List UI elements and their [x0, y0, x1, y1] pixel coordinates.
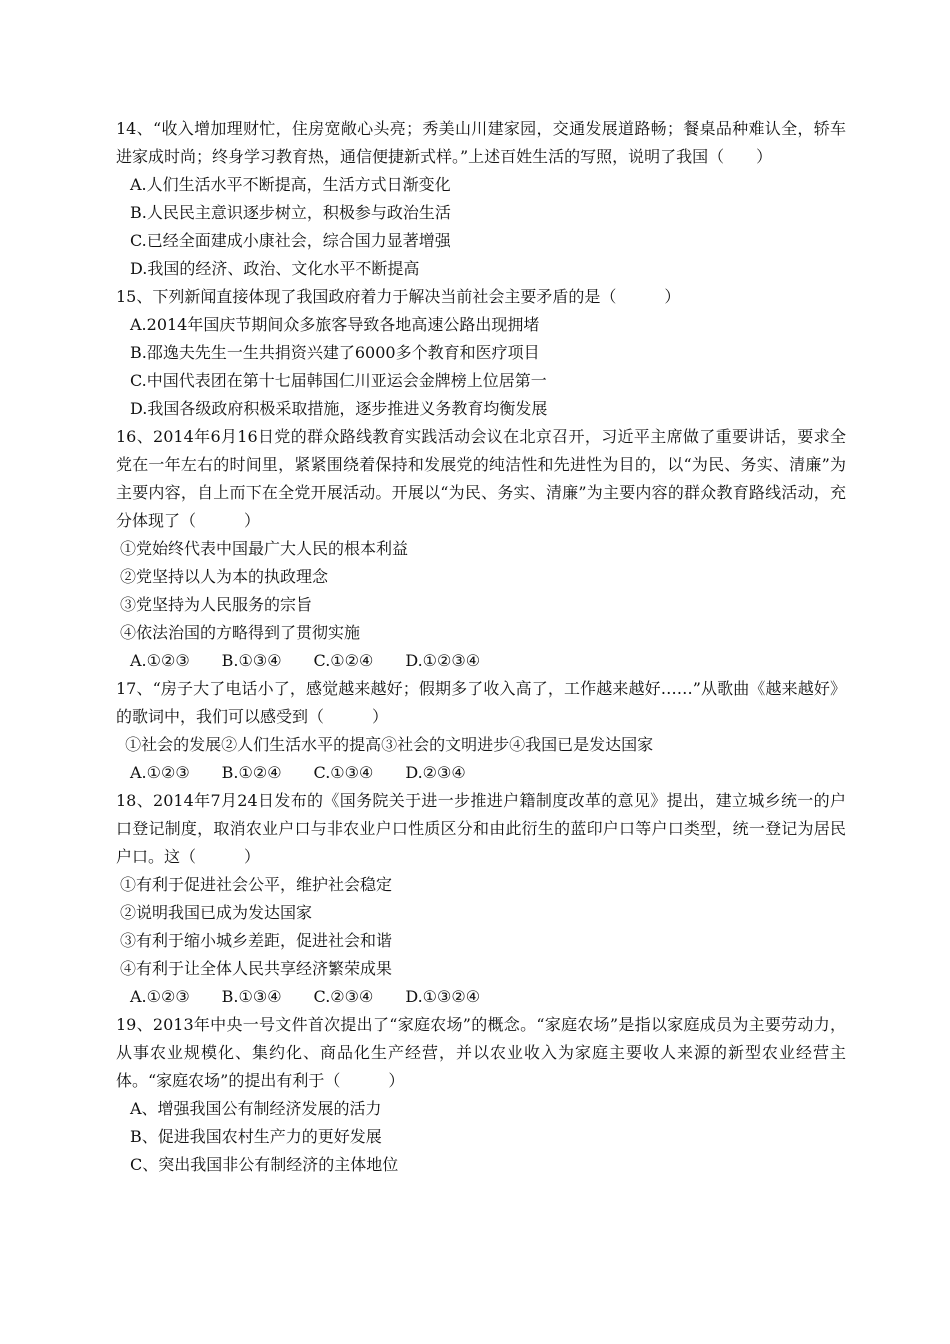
- option-c: C、突出我国非公有制经济的主体地位: [130, 1155, 399, 1174]
- option-d: D.我国各级政府积极采取措施，逐步推进义务教育均衡发展: [130, 399, 548, 418]
- question-18: [116, 787, 846, 1011]
- statement-1: ①党始终代表中国最广大人民的根本利益: [120, 539, 409, 558]
- question-list: [116, 115, 846, 1179]
- option-c: C.中国代表团在第十七届韩国仁川亚运会金牌榜上位居第一: [130, 371, 547, 390]
- statement-2: ②党坚持以人为本的执政理念: [120, 567, 329, 586]
- statement-3: ③有利于缩小城乡差距，促进社会和谐: [120, 931, 393, 950]
- statement-1: ①有利于促进社会公平，维护社会稳定: [120, 875, 393, 894]
- statement-4: ④有利于让全体人民共享经济繁荣成果: [120, 959, 393, 978]
- option-c: C.已经全面建成小康社会，综合国力显著增强: [130, 231, 451, 250]
- question-stem: 16、2014年6月16日党的群众路线教育实践活动会议在北京召开，习近平主席做了重要讲话，要求全党在一年左右的时间里，紧紧围绕着保持和发展党的纯洁性和先进性为目的，以“为民、务实、清廉”为主要内容，自上而下在全党开展活动。开展以“为民、务实、清廉”为主要内容的群众教育路线活动，充分体现了（ ）: [116, 427, 846, 530]
- statement-4: ④依法治国的方略得到了贯彻实施: [120, 623, 361, 642]
- option-a: A.2014年国庆节期间众多旅客导致各地高速公路出现拥堵: [130, 315, 540, 334]
- answer-choices: A.①②③ B.①③④ C.②③④ D.①③②④: [130, 987, 481, 1006]
- question-15: [116, 283, 846, 423]
- question-stem: 17、“房子大了电话小了，感觉越来越好；假期多了收入高了，工作越来越好……”从歌曲《越来越好》的歌词中，我们可以感受到（ ）: [116, 679, 846, 726]
- option-a: A.人们生活水平不断提高，生活方式日渐变化: [130, 175, 451, 194]
- answer-choices: A.①②③ B.①②④ C.①③④ D.②③④: [130, 763, 466, 782]
- option-a: A、增强我国公有制经济发展的活力: [130, 1099, 382, 1118]
- question-stem: 15、下列新闻直接体现了我国政府着力于解决当前社会主要矛盾的是（ ）: [116, 287, 681, 306]
- option-b: B.邵逸夫先生一生共捐资兴建了6000多个教育和医疗项目: [130, 343, 540, 362]
- option-b: B.人民民主意识逐步树立，积极参与政治生活: [130, 203, 451, 222]
- question-stem: 19、2013年中央一号文件首次提出了“家庭农场”的概念。“家庭农场”是指以家庭成员为主要劳动力，从事农业规模化、集约化、商品化生产经营，并以农业收入为家庭主要收人来源的新型农业经营主体。“家庭农场”的提出有利于（ ）: [116, 1015, 846, 1090]
- question-stem: 14、“收入增加理财忙，住房宽敞心头亮；秀美山川建家园，交通发展道路畅；餐桌品种难认全，轿车进家成时尚；终身学习教育热，通信便捷新式样。”上述百姓生活的写照，说明了我国（ ）: [116, 119, 846, 166]
- question-stem: 18、2014年7月24日发布的《国务院关于进一步推进户籍制度改革的意见》提出，建立城乡统一的户口登记制度，取消农业户口与非农业户口性质区分和由此衍生的蓝印户口等户口类型，统一登记为居民户口。这（ ）: [116, 791, 846, 866]
- question-16: [116, 423, 846, 675]
- option-d: D.我国的经济、政治、文化水平不断提高: [130, 259, 420, 278]
- option-b: B、促进我国农村生产力的更好发展: [130, 1127, 382, 1146]
- question-19: [116, 1011, 846, 1179]
- answer-choices: A.①②③ B.①③④ C.①②④ D.①②③④: [130, 651, 481, 670]
- statement-2: ②说明我国已成为发达国家: [120, 903, 313, 922]
- question-14: [116, 115, 846, 283]
- statement-line: ①社会的发展②人们生活水平的提高③社会的文明进步④我国已是发达国家: [120, 735, 654, 754]
- statement-3: ③党坚持为人民服务的宗旨: [120, 595, 313, 614]
- question-17: [116, 675, 846, 787]
